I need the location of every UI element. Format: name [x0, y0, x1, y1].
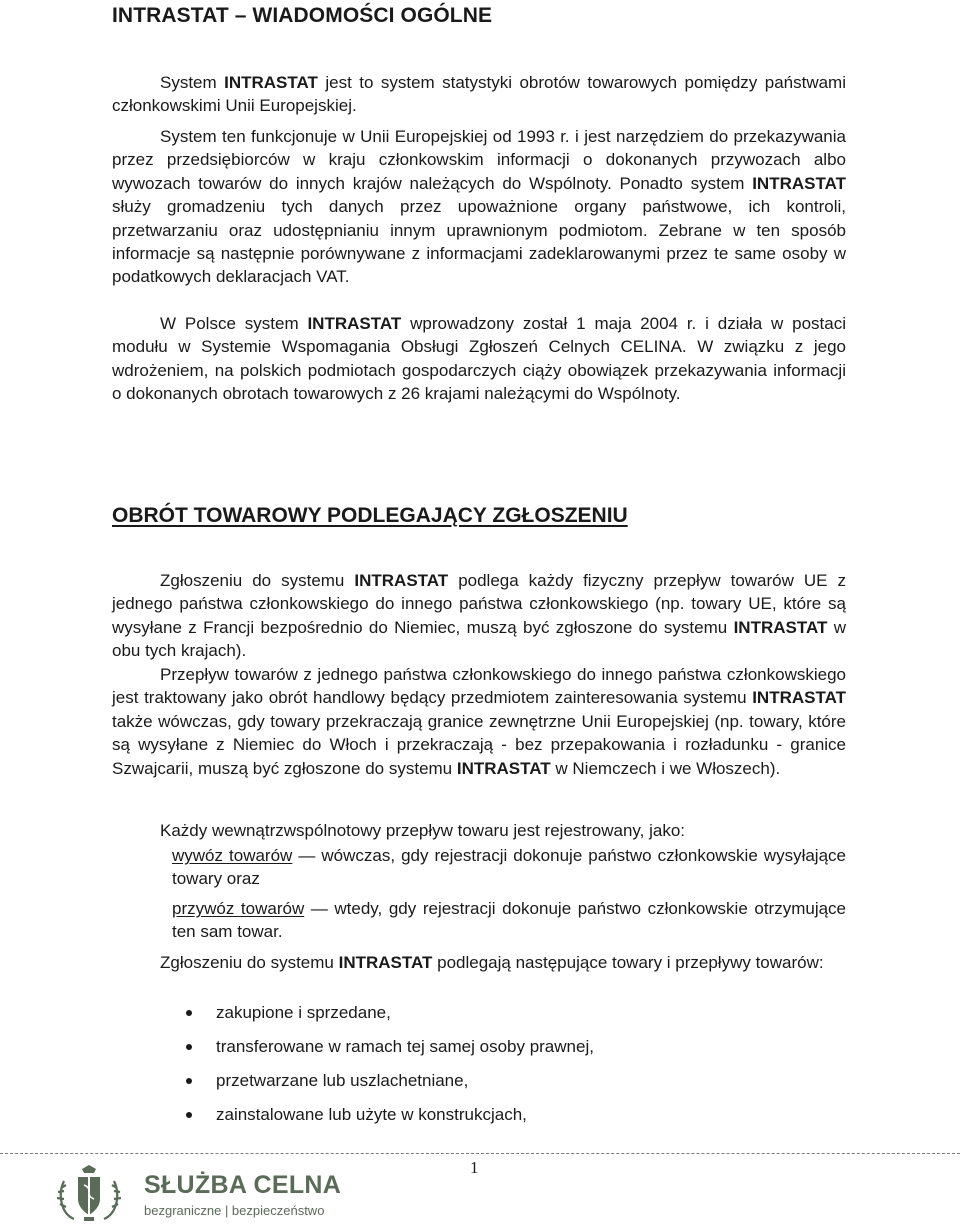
section-paragraph-4: Zgłoszeniu do systemu INTRASTAT podlegają następujące towary i przepływy towarów: — [160, 953, 824, 972]
intro-paragraph-3: W Polsce system INTRASTAT wprowadzony został 1 maja 2004 r. i działa w postaci modułu w Systemie Wspomagania Obsługi Zgłoszeń Celnych CELINA. W związku z jego wdrożeniem, na polskich podmiotach gospodarczych ciąży obowiązek przekazywania informacji o dokonanych obrotach towarowych z 26 krajami należącymi do Wspólnoty. — [112, 314, 846, 404]
list-item: zainstalowane lub użyte w konstrukcjach, — [172, 1103, 594, 1137]
logo-name: SŁUŻBA CELNA — [144, 1171, 342, 1199]
page-number: 1 — [470, 1158, 479, 1177]
customs-emblem-icon — [54, 1163, 124, 1227]
intro-paragraph-2: System ten funkcjonuje w Unii Europejskiej od 1993 r. i jest narzędziem do przekazywania przez przedsiębiorców w kraju członkowskim informacji o dokonanych przywozach albo wywozach towarów do innych krajów należących do Wspólnoty. Ponadto system INTRASTAT służy gromadzeniu tych danych przez upoważnione organy państwowe, ich kontroli, przetwarzaniu oraz udostępnianiu innym uprawnionym podmiotom. Zebrane w ten sposób informacje są następnie porównywane z informacjami zadeklarowanymi przez te same osoby w podatkowych deklaracjach VAT. — [112, 127, 846, 287]
section-paragraph-1: Zgłoszeniu do systemu INTRASTAT podlega każdy fizyczny przepływ towarów UE z jednego państwa członkowskiego do innego państwa członkowskiego (np. towary UE, które są wysyłane z Francji bezpośrednio do Niemiec, muszą być zgłoszone do systemu INTRASTAT w obu tych krajach). — [112, 571, 847, 661]
intro-paragraph-1: System INTRASTAT jest to system statystyki obrotów towarowych pomiędzy państwami członkowskimi Unii Europejskiej. — [112, 73, 846, 116]
section-paragraph-2: Przepływ towarów z jednego państwa członkowskiego do innego państwa członkowskiego jest traktowany jako obrót handlowy będący przedmiotem zainteresowania systemu INTRASTAT także wówczas, gdy towary przekraczają granice zewnętrzne Unii Europejskiej (np. towary, które są wysyłane z Niemiec do Włoch i przekraczają - bez przepakowania i rozładunku - granice Szwajcarii, muszą być zgłoszone do systemu INTRASTAT w Niemczech i we Włoszech). — [112, 665, 846, 778]
term-export: wywóz towarów — [172, 846, 293, 865]
definition-export: wywóz towarów — wówczas, gdy rejestracji dokonuje państwo członkowskie wysyłające towary oraz — [172, 846, 846, 889]
list-item: transferowane w ramach tej samej osoby prawnej, — [172, 1035, 594, 1069]
section-heading: OBRÓT TOWAROWY PODLEGAJĄCY ZGŁOSZENIU — [112, 504, 628, 527]
definition-import: przywóz towarów — wtedy, gdy rejestracji dokonuje państwo członkowskie otrzymujące ten sam towar. — [172, 899, 846, 942]
footer-divider — [0, 1153, 960, 1154]
section-paragraph-3: Każdy wewnątrzwspólnotowy przepływ towaru jest rejestrowany, jako: — [160, 821, 686, 840]
term-import: przywóz towarów — [172, 899, 305, 918]
main-heading: INTRASTAT – WIADOMOŚCI OGÓLNE — [112, 4, 493, 27]
customs-logo — [54, 1163, 342, 1229]
list-item: zakupione i sprzedane, — [172, 1001, 594, 1035]
bullet-list — [172, 1001, 594, 1137]
list-item: przetwarzane lub uszlachetniane, — [172, 1069, 594, 1103]
logo-tagline: bezgraniczne | bezpieczeństwo — [144, 1203, 325, 1218]
